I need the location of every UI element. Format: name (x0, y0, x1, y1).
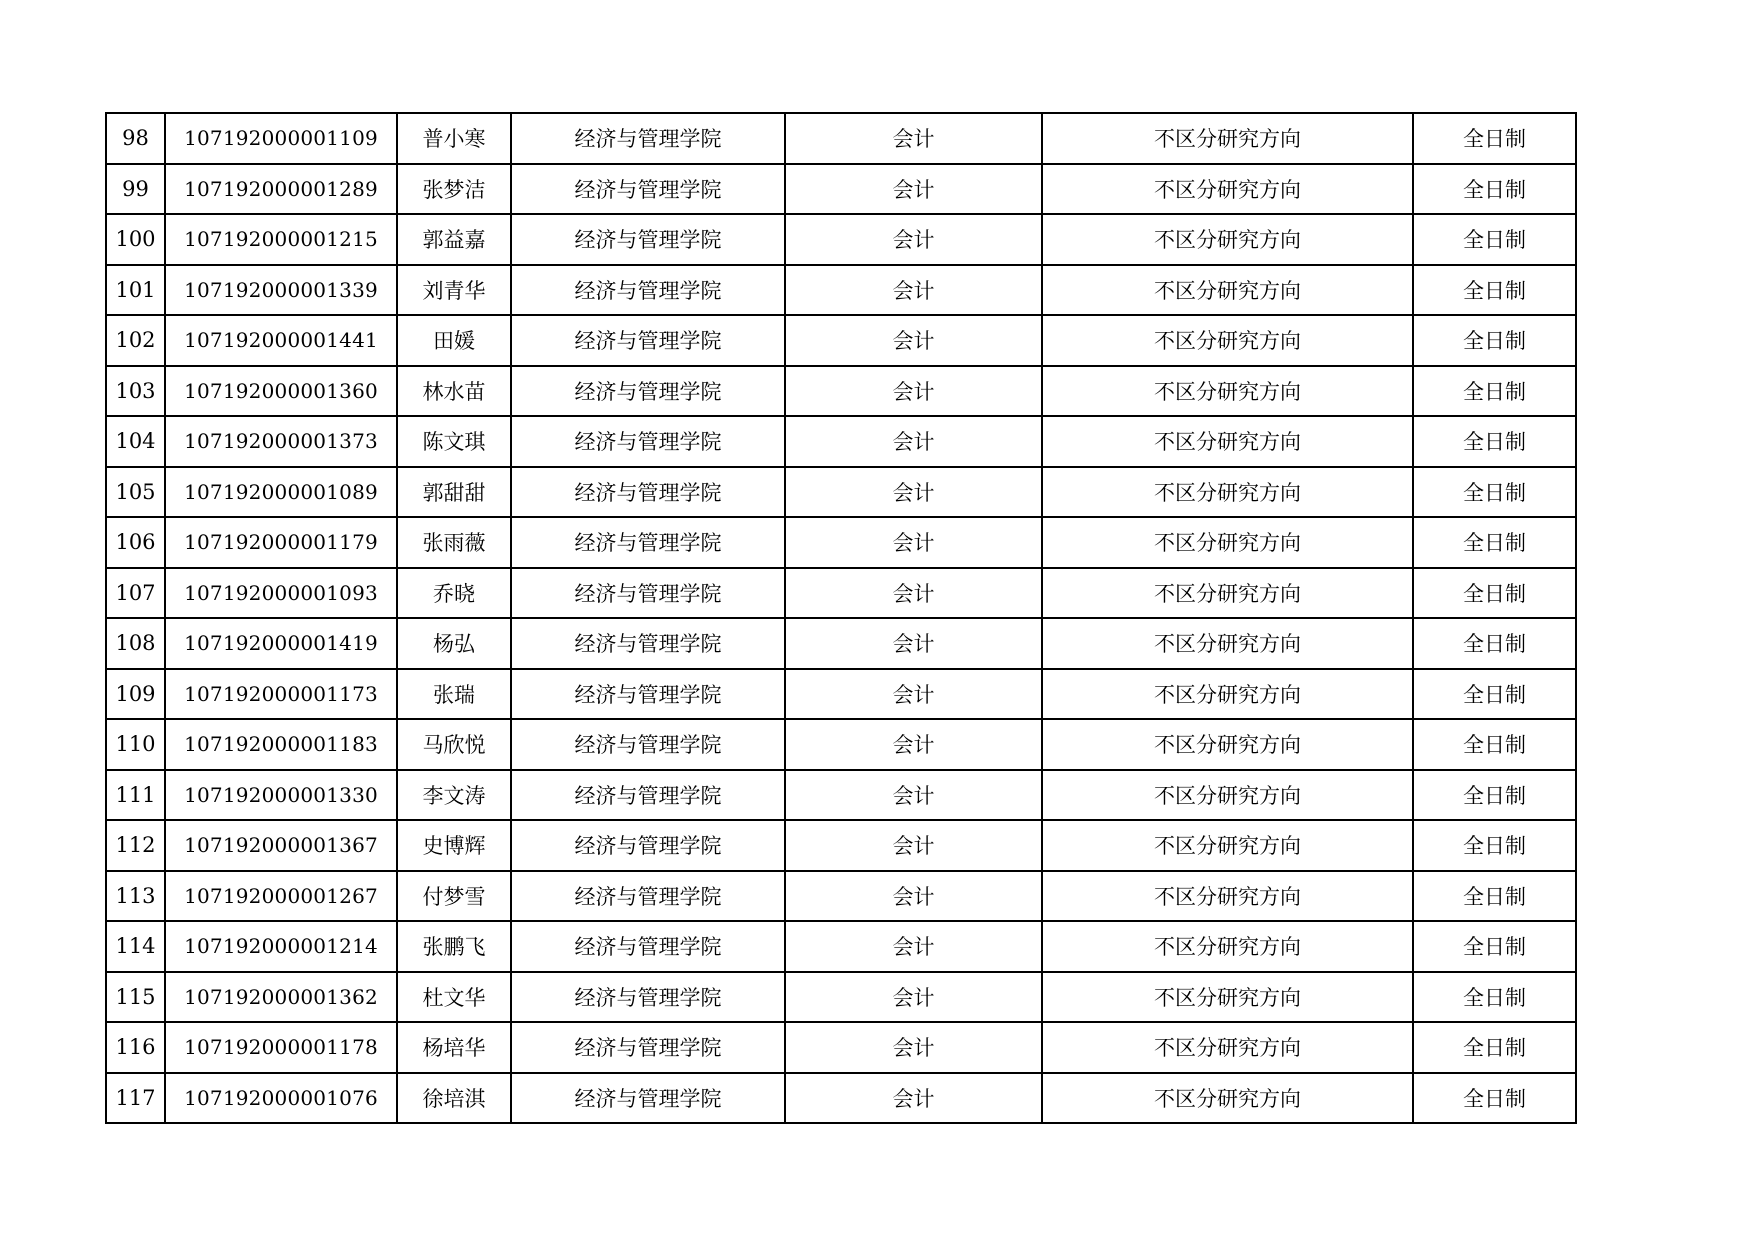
cell-serial-number: 113 (106, 871, 165, 922)
table-row (106, 719, 1576, 770)
cell-research-direction: 不区分研究方向 (1042, 921, 1413, 972)
cell-college: 经济与管理学院 (511, 315, 785, 366)
cell-major: 会计 (785, 517, 1042, 568)
table-row (106, 1022, 1576, 1073)
cell-study-mode: 全日制 (1413, 618, 1576, 669)
cell-candidate-id: 107192000001289 (165, 164, 397, 215)
cell-college: 经济与管理学院 (511, 719, 785, 770)
cell-name: 李文涛 (397, 770, 511, 821)
table-row (106, 1073, 1576, 1124)
table-row (106, 618, 1576, 669)
cell-college: 经济与管理学院 (511, 1022, 785, 1073)
cell-research-direction: 不区分研究方向 (1042, 972, 1413, 1023)
cell-study-mode: 全日制 (1413, 1022, 1576, 1073)
cell-study-mode: 全日制 (1413, 265, 1576, 316)
cell-college: 经济与管理学院 (511, 416, 785, 467)
cell-major: 会计 (785, 265, 1042, 316)
cell-major: 会计 (785, 315, 1042, 366)
cell-study-mode: 全日制 (1413, 1073, 1576, 1124)
cell-candidate-id: 107192000001214 (165, 921, 397, 972)
cell-college: 经济与管理学院 (511, 669, 785, 720)
cell-college: 经济与管理学院 (511, 265, 785, 316)
cell-study-mode: 全日制 (1413, 164, 1576, 215)
cell-college: 经济与管理学院 (511, 618, 785, 669)
cell-study-mode: 全日制 (1413, 517, 1576, 568)
table-row (106, 164, 1576, 215)
cell-serial-number: 115 (106, 972, 165, 1023)
cell-research-direction: 不区分研究方向 (1042, 315, 1413, 366)
cell-college: 经济与管理学院 (511, 467, 785, 518)
cell-name: 陈文琪 (397, 416, 511, 467)
cell-name: 郭益嘉 (397, 214, 511, 265)
cell-major: 会计 (785, 820, 1042, 871)
cell-college: 经济与管理学院 (511, 214, 785, 265)
cell-candidate-id: 107192000001373 (165, 416, 397, 467)
cell-name: 马欣悦 (397, 719, 511, 770)
cell-name: 付梦雪 (397, 871, 511, 922)
cell-serial-number: 104 (106, 416, 165, 467)
table-row (106, 416, 1576, 467)
cell-candidate-id: 107192000001441 (165, 315, 397, 366)
cell-name: 田媛 (397, 315, 511, 366)
cell-serial-number: 108 (106, 618, 165, 669)
cell-candidate-id: 107192000001089 (165, 467, 397, 518)
cell-candidate-id: 107192000001179 (165, 517, 397, 568)
cell-name: 杜文华 (397, 972, 511, 1023)
cell-name: 郭甜甜 (397, 467, 511, 518)
cell-name: 张梦洁 (397, 164, 511, 215)
cell-candidate-id: 107192000001267 (165, 871, 397, 922)
cell-serial-number: 98 (106, 113, 165, 164)
cell-name: 徐培淇 (397, 1073, 511, 1124)
cell-serial-number: 117 (106, 1073, 165, 1124)
table-row (106, 113, 1576, 164)
cell-candidate-id: 107192000001362 (165, 972, 397, 1023)
cell-candidate-id: 107192000001183 (165, 719, 397, 770)
cell-research-direction: 不区分研究方向 (1042, 669, 1413, 720)
table-row (106, 568, 1576, 619)
cell-candidate-id: 107192000001215 (165, 214, 397, 265)
cell-college: 经济与管理学院 (511, 1073, 785, 1124)
table-row (106, 972, 1576, 1023)
cell-research-direction: 不区分研究方向 (1042, 265, 1413, 316)
cell-serial-number: 107 (106, 568, 165, 619)
cell-research-direction: 不区分研究方向 (1042, 719, 1413, 770)
cell-research-direction: 不区分研究方向 (1042, 1022, 1413, 1073)
cell-major: 会计 (785, 164, 1042, 215)
cell-name: 张鹏飞 (397, 921, 511, 972)
cell-serial-number: 105 (106, 467, 165, 518)
cell-name: 张雨薇 (397, 517, 511, 568)
cell-candidate-id: 107192000001076 (165, 1073, 397, 1124)
cell-candidate-id: 107192000001109 (165, 113, 397, 164)
cell-study-mode: 全日制 (1413, 214, 1576, 265)
cell-research-direction: 不区分研究方向 (1042, 770, 1413, 821)
cell-college: 经济与管理学院 (511, 820, 785, 871)
cell-serial-number: 110 (106, 719, 165, 770)
cell-study-mode: 全日制 (1413, 366, 1576, 417)
admission-list-table (105, 112, 1577, 1124)
cell-serial-number: 112 (106, 820, 165, 871)
cell-name: 张瑞 (397, 669, 511, 720)
cell-name: 杨弘 (397, 618, 511, 669)
cell-study-mode: 全日制 (1413, 871, 1576, 922)
cell-college: 经济与管理学院 (511, 871, 785, 922)
cell-college: 经济与管理学院 (511, 921, 785, 972)
cell-study-mode: 全日制 (1413, 820, 1576, 871)
cell-study-mode: 全日制 (1413, 770, 1576, 821)
cell-serial-number: 100 (106, 214, 165, 265)
cell-serial-number: 116 (106, 1022, 165, 1073)
cell-major: 会计 (785, 113, 1042, 164)
cell-research-direction: 不区分研究方向 (1042, 820, 1413, 871)
cell-candidate-id: 107192000001339 (165, 265, 397, 316)
cell-college: 经济与管理学院 (511, 972, 785, 1023)
cell-major: 会计 (785, 568, 1042, 619)
table-row (106, 770, 1576, 821)
cell-major: 会计 (785, 719, 1042, 770)
cell-major: 会计 (785, 921, 1042, 972)
cell-college: 经济与管理学院 (511, 366, 785, 417)
cell-serial-number: 101 (106, 265, 165, 316)
table-row (106, 669, 1576, 720)
cell-candidate-id: 107192000001367 (165, 820, 397, 871)
cell-college: 经济与管理学院 (511, 164, 785, 215)
cell-study-mode: 全日制 (1413, 568, 1576, 619)
cell-study-mode: 全日制 (1413, 719, 1576, 770)
table-row (106, 820, 1576, 871)
cell-study-mode: 全日制 (1413, 416, 1576, 467)
cell-research-direction: 不区分研究方向 (1042, 517, 1413, 568)
table-row (106, 366, 1576, 417)
cell-major: 会计 (785, 770, 1042, 821)
cell-study-mode: 全日制 (1413, 669, 1576, 720)
table-row (106, 871, 1576, 922)
cell-serial-number: 111 (106, 770, 165, 821)
cell-study-mode: 全日制 (1413, 972, 1576, 1023)
cell-college: 经济与管理学院 (511, 770, 785, 821)
table-row (106, 517, 1576, 568)
table-row (106, 921, 1576, 972)
cell-serial-number: 102 (106, 315, 165, 366)
cell-study-mode: 全日制 (1413, 315, 1576, 366)
cell-research-direction: 不区分研究方向 (1042, 164, 1413, 215)
cell-major: 会计 (785, 972, 1042, 1023)
cell-college: 经济与管理学院 (511, 517, 785, 568)
cell-study-mode: 全日制 (1413, 113, 1576, 164)
cell-research-direction: 不区分研究方向 (1042, 568, 1413, 619)
table-row (106, 315, 1576, 366)
cell-candidate-id: 107192000001173 (165, 669, 397, 720)
cell-major: 会计 (785, 1073, 1042, 1124)
table-row (106, 467, 1576, 518)
cell-research-direction: 不区分研究方向 (1042, 113, 1413, 164)
table-body (106, 113, 1576, 1123)
cell-serial-number: 106 (106, 517, 165, 568)
cell-college: 经济与管理学院 (511, 568, 785, 619)
cell-major: 会计 (785, 467, 1042, 518)
cell-research-direction: 不区分研究方向 (1042, 871, 1413, 922)
cell-candidate-id: 107192000001178 (165, 1022, 397, 1073)
cell-serial-number: 109 (106, 669, 165, 720)
cell-research-direction: 不区分研究方向 (1042, 1073, 1413, 1124)
cell-college: 经济与管理学院 (511, 113, 785, 164)
cell-name: 林水苗 (397, 366, 511, 417)
cell-research-direction: 不区分研究方向 (1042, 366, 1413, 417)
cell-name: 史博辉 (397, 820, 511, 871)
cell-name: 乔晓 (397, 568, 511, 619)
cell-major: 会计 (785, 366, 1042, 417)
cell-candidate-id: 107192000001093 (165, 568, 397, 619)
cell-candidate-id: 107192000001360 (165, 366, 397, 417)
cell-serial-number: 103 (106, 366, 165, 417)
cell-major: 会计 (785, 416, 1042, 467)
cell-candidate-id: 107192000001419 (165, 618, 397, 669)
cell-major: 会计 (785, 871, 1042, 922)
cell-serial-number: 114 (106, 921, 165, 972)
cell-name: 刘青华 (397, 265, 511, 316)
cell-research-direction: 不区分研究方向 (1042, 618, 1413, 669)
cell-research-direction: 不区分研究方向 (1042, 416, 1413, 467)
cell-study-mode: 全日制 (1413, 467, 1576, 518)
cell-candidate-id: 107192000001330 (165, 770, 397, 821)
cell-study-mode: 全日制 (1413, 921, 1576, 972)
cell-major: 会计 (785, 1022, 1042, 1073)
table-row (106, 214, 1576, 265)
cell-name: 普小寒 (397, 113, 511, 164)
cell-research-direction: 不区分研究方向 (1042, 214, 1413, 265)
cell-major: 会计 (785, 214, 1042, 265)
cell-serial-number: 99 (106, 164, 165, 215)
cell-research-direction: 不区分研究方向 (1042, 467, 1413, 518)
cell-major: 会计 (785, 669, 1042, 720)
cell-major: 会计 (785, 618, 1042, 669)
table-row (106, 265, 1576, 316)
cell-name: 杨培华 (397, 1022, 511, 1073)
